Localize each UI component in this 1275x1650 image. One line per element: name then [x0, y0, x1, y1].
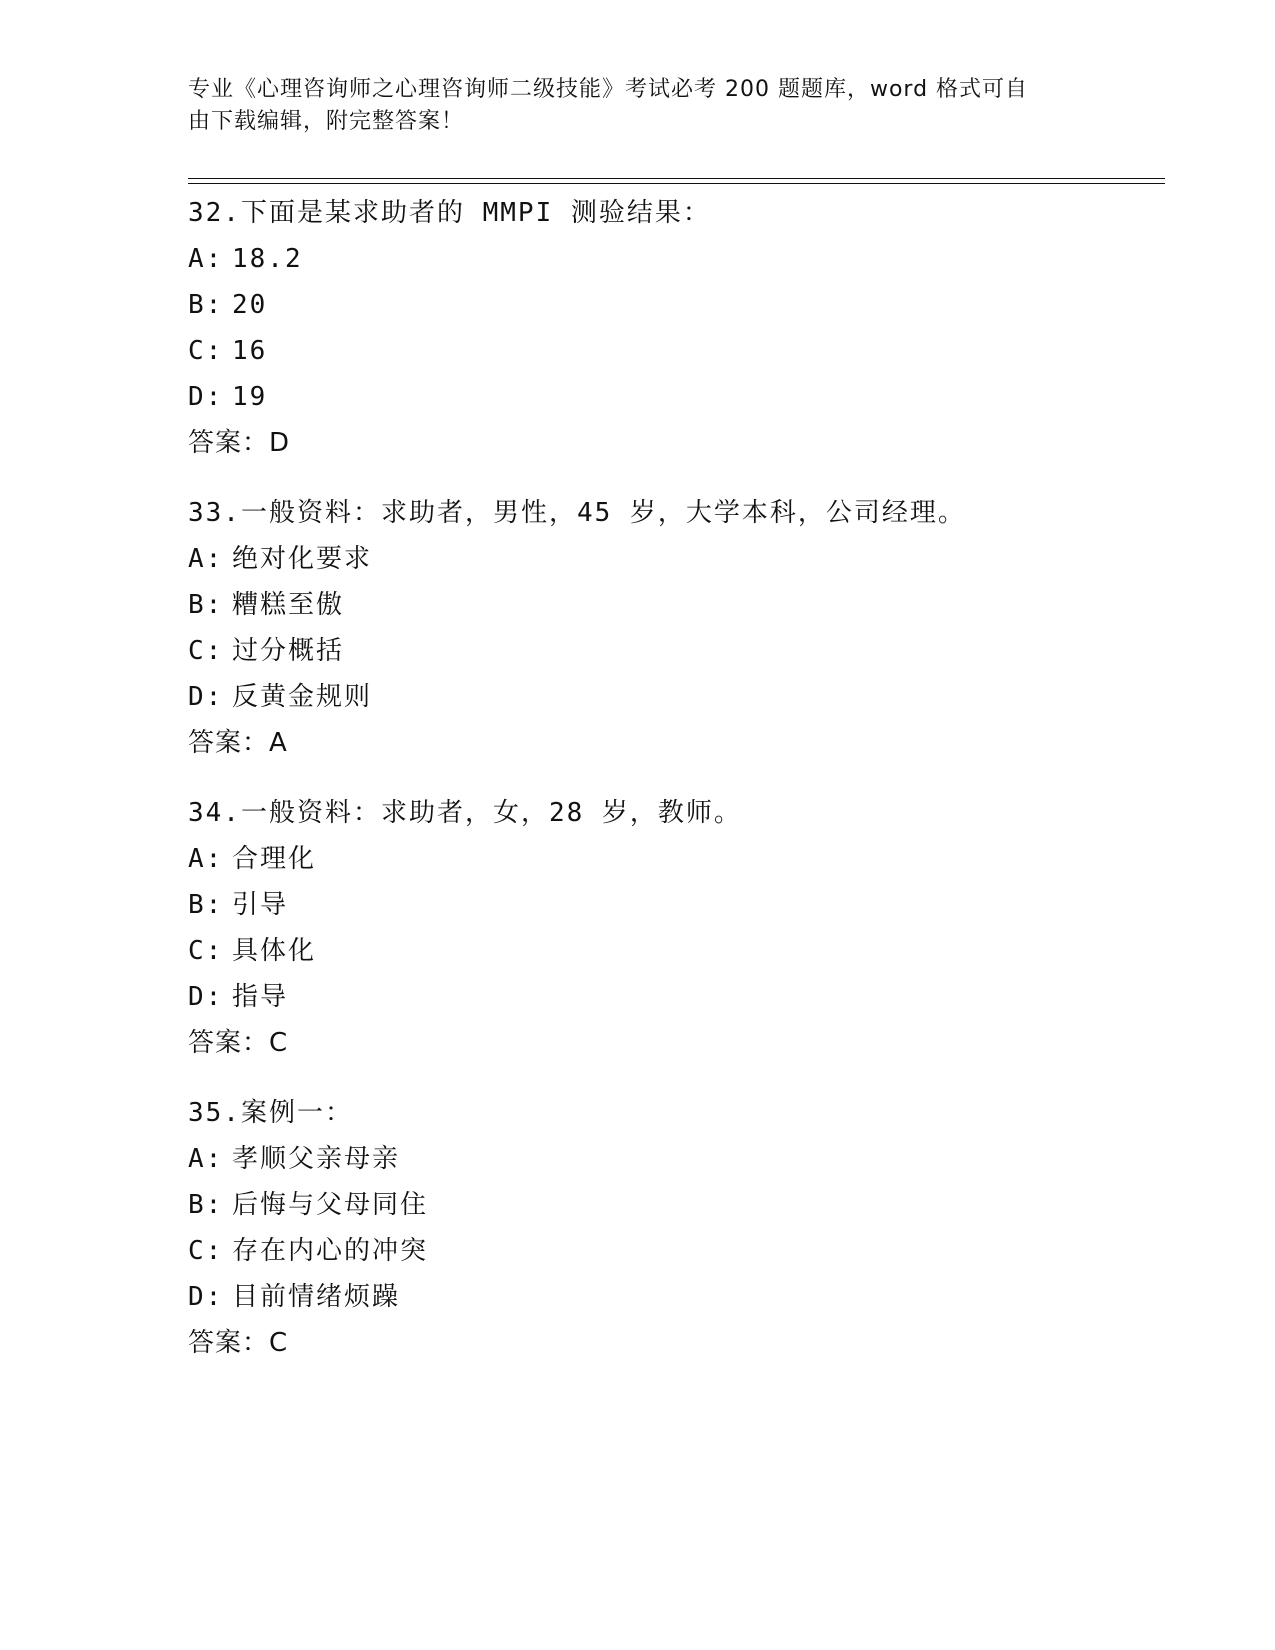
option-b [188, 1182, 1168, 1228]
question-34 [188, 790, 1168, 1066]
option-d [188, 374, 1168, 420]
option-text: 过分概括 [232, 636, 345, 666]
option-text: 19 [232, 382, 268, 412]
option-c [188, 328, 1168, 374]
header-divider-bottom [188, 183, 1165, 184]
option-text: 20 [232, 290, 268, 320]
question-stem: 33.一般资料：求助者，男性，45 岁，大学本科，公司经理。 [188, 498, 966, 528]
option-letter: A: [188, 244, 224, 274]
option-letter: B: [188, 1190, 224, 1220]
option-letter: C: [188, 1236, 224, 1266]
option-letter: D: [188, 982, 224, 1012]
option-d [188, 974, 1168, 1020]
question-stem: 34.一般资料：求助者，女，28 岁，教师。 [188, 798, 742, 828]
question-35 [188, 1090, 1168, 1366]
option-a [188, 236, 1168, 282]
header-divider-top [188, 178, 1165, 179]
option-text: 16 [232, 336, 268, 366]
question-stem: 32.下面是某求助者的 MMPI 测验结果： [188, 198, 711, 228]
option-letter: C: [188, 936, 224, 966]
option-a [188, 536, 1168, 582]
option-letter: A: [188, 1144, 224, 1174]
question-stem: 35.案例一： [188, 1098, 353, 1128]
option-letter: D: [188, 382, 224, 412]
option-letter: C: [188, 636, 224, 666]
option-text: 存在内心的冲突 [232, 1236, 429, 1266]
option-c [188, 928, 1168, 974]
question-33 [188, 490, 1168, 766]
option-text: 合理化 [232, 844, 317, 874]
option-letter: D: [188, 682, 224, 712]
option-text: 反黄金规则 [232, 682, 373, 712]
option-text: 具体化 [232, 936, 317, 966]
header-line-1: 专业《心理咨询师之心理咨询师二级技能》考试必考 200 题题库，word 格式可自 [188, 77, 1029, 102]
option-d [188, 674, 1168, 720]
option-text: 后悔与父母同住 [232, 1190, 429, 1220]
option-a [188, 836, 1168, 882]
option-letter: C: [188, 336, 224, 366]
option-text: 绝对化要求 [232, 544, 373, 574]
option-text: 目前情绪烦躁 [232, 1282, 401, 1312]
option-text: 18.2 [232, 244, 303, 274]
option-letter: A: [188, 544, 224, 574]
option-d [188, 1274, 1168, 1320]
option-letter: B: [188, 590, 224, 620]
header-line-2: 由下载编辑，附完整答案！ [188, 109, 465, 134]
option-letter: A: [188, 844, 224, 874]
question-32 [188, 190, 1168, 466]
option-b [188, 882, 1168, 928]
answer-line: 答案：C [188, 1328, 289, 1358]
answer-line: 答案：D [188, 428, 291, 458]
option-text: 孝顺父亲母亲 [232, 1144, 401, 1174]
option-text: 糟糕至傲 [232, 590, 345, 620]
option-a [188, 1136, 1168, 1182]
question-list [188, 190, 1168, 1390]
answer-line: 答案：A [188, 728, 288, 758]
option-text: 指导 [232, 982, 289, 1012]
document-header [188, 74, 1088, 138]
option-c [188, 1228, 1168, 1274]
option-letter: D: [188, 1282, 224, 1312]
option-b [188, 282, 1168, 328]
option-letter: B: [188, 290, 224, 320]
option-letter: B: [188, 890, 224, 920]
option-b [188, 582, 1168, 628]
option-text: 引导 [232, 890, 289, 920]
option-c [188, 628, 1168, 674]
answer-line: 答案：C [188, 1028, 289, 1058]
